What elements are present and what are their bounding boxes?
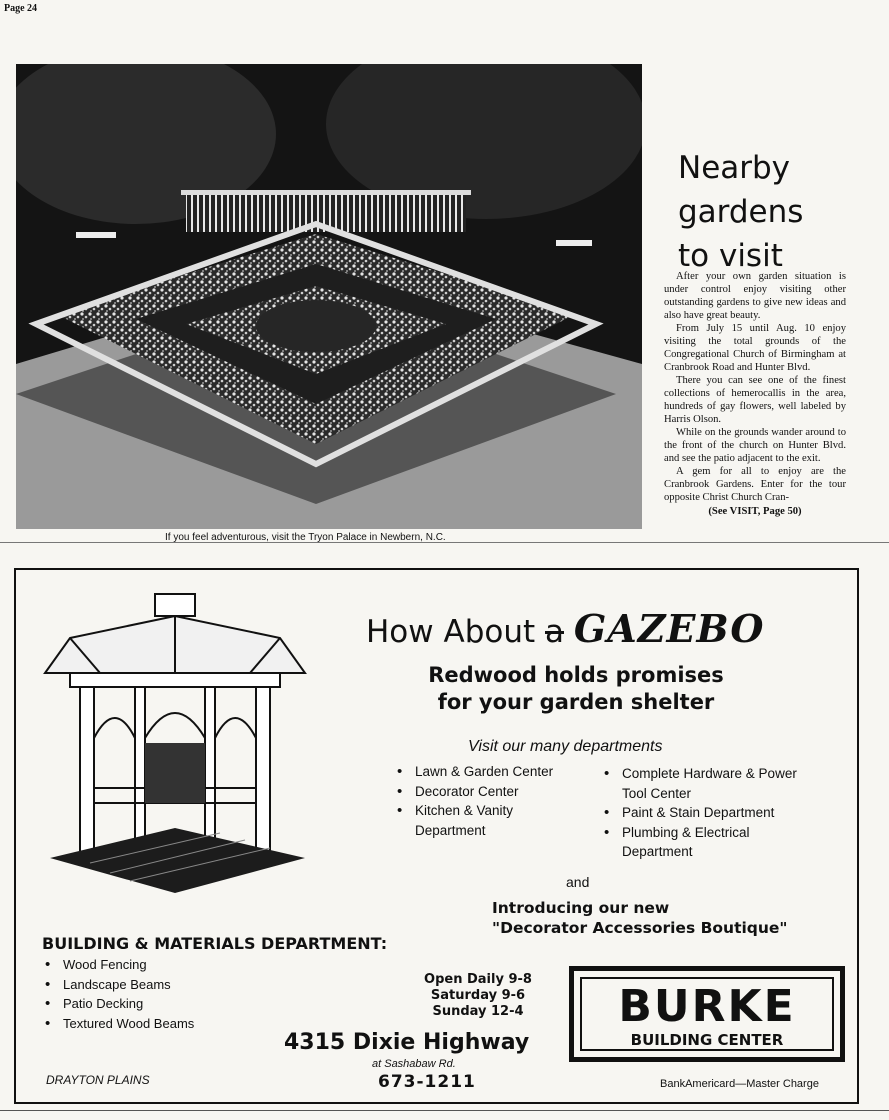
article-body xyxy=(664,270,846,518)
visit-departments: Visit our many departments xyxy=(468,738,663,755)
store-hours xyxy=(416,972,540,1020)
list-item: • Plumbing & Electrical Department xyxy=(604,823,804,862)
gazebo-illustration xyxy=(30,588,320,898)
list-item: • Textured Wood Beams xyxy=(45,1014,285,1034)
hours-line: Open Daily 9-8 xyxy=(424,972,532,987)
list-item: • Complete Hardware & Power Tool Center xyxy=(604,764,804,803)
article-paragraph: From July 15 until Aug. 10 enjoy visiting the total grounds of the Congregational Church of Birmingham at Cranbrook Road and Hunter Blvd. xyxy=(664,323,846,373)
list-item: • Kitchen & Vanity Department xyxy=(397,801,587,840)
and-text: and xyxy=(566,874,590,890)
page-number: Page 24 xyxy=(4,3,38,14)
burke-logo xyxy=(569,966,845,1062)
hours-line: Sunday 12-4 xyxy=(432,1004,524,1019)
ad-title-prefix: How About xyxy=(366,614,536,650)
list-item: • Landscape Beams xyxy=(45,975,285,995)
intro-line: "Decorator Accessories Boutique" xyxy=(492,919,788,937)
cross-street: at Sashabaw Rd. xyxy=(372,1058,456,1070)
logo-word: BURKE xyxy=(618,981,796,1032)
ad-title xyxy=(366,606,764,651)
subhead-line: Redwood holds promises xyxy=(428,663,724,687)
store-phone: 673-1211 xyxy=(378,1072,476,1092)
store-address: 4315 Dixie Highway xyxy=(284,1030,530,1055)
ad-title-brand: GAZEBO xyxy=(573,606,765,651)
ad-subhead xyxy=(406,662,746,716)
list-item: • Wood Fencing xyxy=(45,955,285,975)
article-paragraph: While on the grounds wander around to the front of the church on Hunter Blvd. and see the patio adjacent to the exit. xyxy=(664,427,846,464)
building-materials-list xyxy=(45,955,285,1033)
photo-caption: If you feel adventurous, visit the Tryon Palace in Newbern, N.C. xyxy=(165,532,446,543)
introducing-boutique xyxy=(492,898,788,938)
logo-frame xyxy=(580,977,834,1051)
hours-line: Saturday 9-6 xyxy=(430,988,526,1003)
bottom-rule xyxy=(0,1110,889,1111)
continued-reference: (See VISIT, Page 50) xyxy=(708,506,802,517)
headline-line: Nearby xyxy=(678,150,791,186)
logo-subtitle: BUILDING CENTER xyxy=(630,1031,784,1049)
section-divider xyxy=(0,542,889,543)
article-paragraph: After your own garden situation is under control enjoy visiting other outstanding gardens to give new ideas and also have great beauty. xyxy=(664,271,846,321)
article-paragraph: A gem for all to enjoy are the Cranbrook Gardens. Enter for the tour opposite Christ Church Cran- xyxy=(664,466,846,503)
list-item: • Decorator Center xyxy=(397,782,587,802)
burke-advertisement xyxy=(14,568,859,1104)
list-item: • Lawn & Garden Center xyxy=(397,762,587,782)
garden-photo xyxy=(16,64,642,529)
building-materials-title: BUILDING & MATERIALS DEPARTMENT: xyxy=(42,934,388,953)
article-paragraph: There you can see one of the finest collections of hemerocallis in the area, hundreds of gay flowers, well labeled by Harris Olson. xyxy=(664,375,846,425)
headline-line: gardens xyxy=(678,194,804,230)
accepted-cards: BankAmericard—Master Charge xyxy=(660,1078,819,1090)
subhead-line: for your garden shelter xyxy=(437,690,715,714)
headline-line: to visit xyxy=(678,238,783,274)
article-headline xyxy=(678,146,878,278)
store-town: DRAYTON PLAINS xyxy=(46,1073,150,1087)
list-item: • Paint & Stain Department xyxy=(604,803,804,823)
intro-line: Introducing our new xyxy=(492,899,670,917)
ad-title-strike: a xyxy=(545,614,564,650)
departments-left-list xyxy=(397,762,587,840)
list-item: • Patio Decking xyxy=(45,994,285,1014)
departments-right-list xyxy=(604,764,804,862)
